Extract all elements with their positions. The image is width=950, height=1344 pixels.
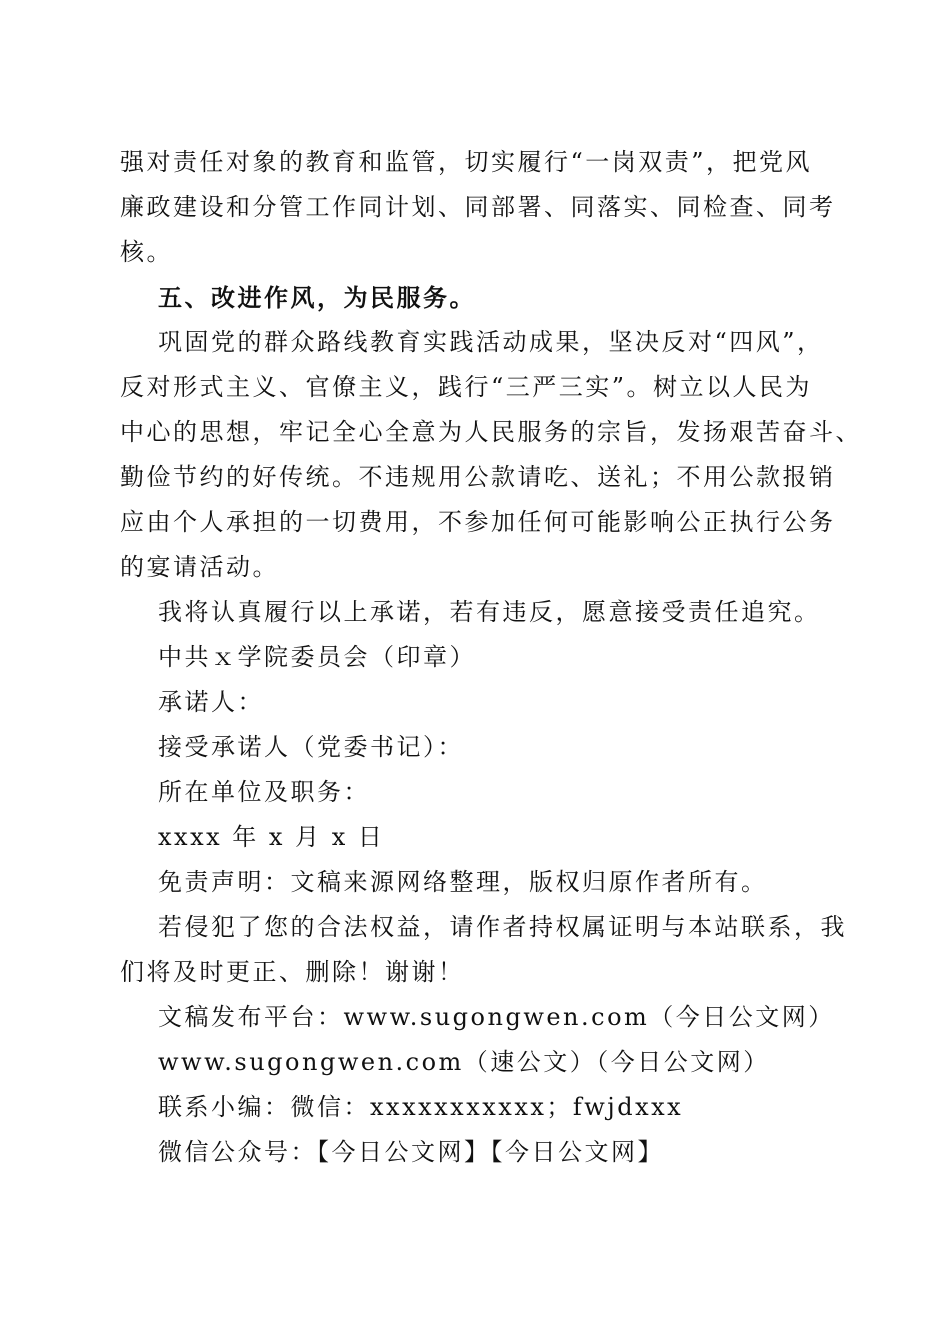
paragraph-line: 巩固党的群众路线教育实践活动成果，坚决反对“四风”，: [158, 328, 824, 356]
paragraph-line: 廉政建设和分管工作同计划、同部署、同落实、同检查、同考: [120, 193, 836, 221]
acceptor-label: 接受承诺人（党委书记）：: [158, 733, 464, 761]
promiser-label: 承诺人：: [158, 688, 264, 716]
infringement-line: 们将及时更正、删除！谢谢！: [120, 958, 465, 986]
date-line: xxxx 年 x 月 x 日: [158, 823, 385, 851]
infringement-line: 若侵犯了您的合法权益，请作者持权属证明与本站联系，我: [158, 913, 847, 941]
paragraph-line: 的宴请活动。: [120, 553, 279, 581]
pledge-statement: 我将认真履行以上承诺，若有违反，愿意接受责任追究。: [158, 598, 821, 626]
site-line: www.sugongwen.com（速公文）（今日公文网）: [158, 1048, 770, 1076]
paragraph-line: 核。: [120, 238, 173, 266]
paragraph-line: 强对责任对象的教育和监管，切实履行“一岗双责”，把党风: [120, 148, 813, 176]
wechat-public-line: 微信公众号：【今日公文网】【今日公文网】: [158, 1138, 664, 1166]
paragraph-line: 应由个人承担的一切费用，不参加任何可能影响公正执行公务: [120, 508, 836, 536]
section-heading: 五、改进作风，为民服务。: [158, 283, 476, 312]
paragraph-line: 勤俭节约的好传统。不违规用公款请吃、送礼；不用公款报销: [120, 463, 836, 491]
document-page: [120, 140, 862, 1175]
paragraph-line: 中心的思想，牢记全心全意为人民服务的宗旨，发扬艰苦奋斗、: [120, 418, 862, 446]
platform-line: 文稿发布平台：www.sugongwen.com（今日公文网）: [158, 1003, 835, 1031]
paragraph-line: 反对形式主义、官僚主义，践行“三严三实”。树立以人民为: [120, 373, 813, 401]
unit-position-label: 所在单位及职务：: [158, 778, 370, 806]
organization-seal: 中共ｘ学院委员会（印章）: [158, 643, 476, 671]
contact-line: 联系小编：微信：xxxxxxxxxxx；fwjdxxx: [158, 1093, 684, 1121]
disclaimer: 免责声明：文稿来源网络整理，版权归原作者所有。: [158, 868, 768, 896]
